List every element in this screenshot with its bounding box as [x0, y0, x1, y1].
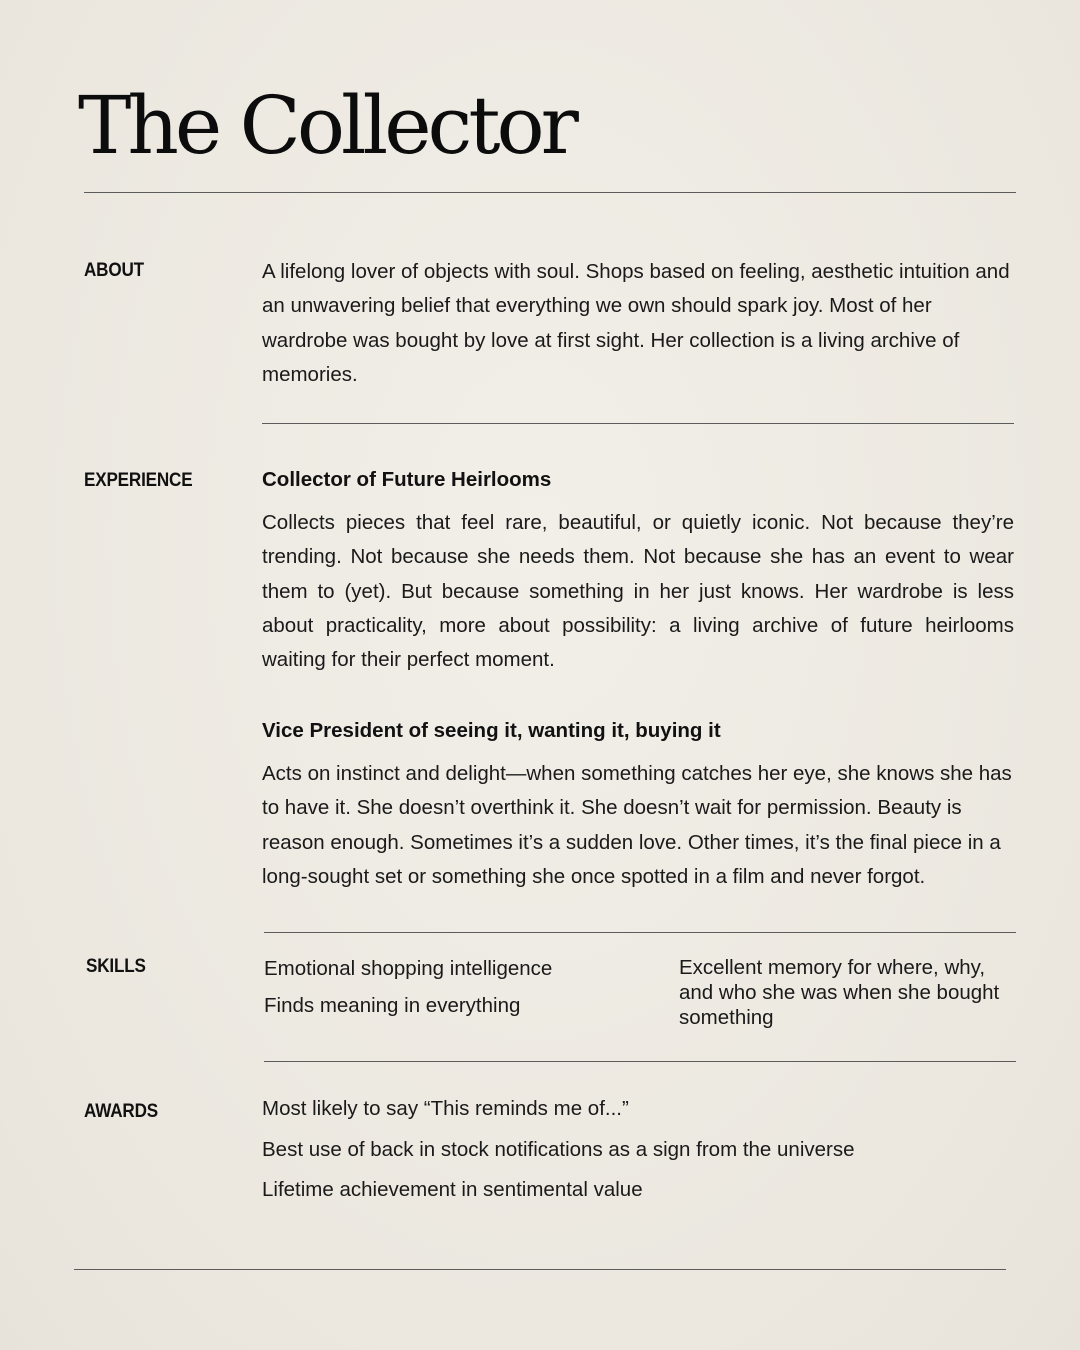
award-item: Best use of back in stock notifications as a sign from the universe [262, 1137, 855, 1161]
skills-label: SKILLS [86, 956, 146, 977]
award-item: Most likely to say “This reminds me of...” [262, 1097, 629, 1120]
about-label: ABOUT [84, 260, 144, 281]
experience-item-title: Vice President of seeing it, wanting it, buying it [262, 719, 721, 742]
about-text: A lifelong lover of objects with soul. Shops based on feeling, aesthetic intuition and an unwavering belief that everything we own should spark joy. Most of her wardrobe was bought by love at first sight. Her collection is a living archive of memories. [262, 260, 1010, 386]
skill-item: Finds meaning in everything [264, 994, 521, 1017]
skill-item: Excellent memory for where, why, and who she was when she bought something [679, 956, 1000, 1029]
experience-item-text: Acts on instinct and delight—when something catches her eye, she knows she has to have it. She doesn’t overthink it. She doesn’t wait for permission. Beauty is reason enough. Sometimes it’s a sudden love. Other times, it’s the final piece in a long-sought set or something she once spotted in a film and never forgot. [262, 762, 1012, 888]
bottom-divider [74, 1269, 1006, 1270]
skill-item: Emotional shopping intelligence [264, 957, 553, 980]
skills-list [264, 956, 552, 1030]
about-divider [262, 423, 1014, 424]
page-title: The Collector [78, 79, 575, 172]
award-item: Lifetime achievement in sentimental value [262, 1178, 643, 1201]
title-divider [84, 192, 1016, 193]
experience-item-text: Collects pieces that feel rare, beautiful, or quietly iconic. Not because they’re trending. Not because she needs them. Not because she has an event to wear them to (yet). But because something in her just knows. Her wardrobe is less about practicality, more about possibility: a living archive of future heirlooms waiting for their perfect moment. [262, 511, 1014, 672]
skills-divider [264, 1061, 1016, 1062]
experience-item-title: Collector of Future Heirlooms [262, 468, 552, 491]
awards-list [262, 1096, 855, 1218]
awards-label: AWARDS [84, 1101, 158, 1122]
experience-label: EXPERIENCE [84, 470, 193, 491]
experience-divider [264, 932, 1016, 933]
